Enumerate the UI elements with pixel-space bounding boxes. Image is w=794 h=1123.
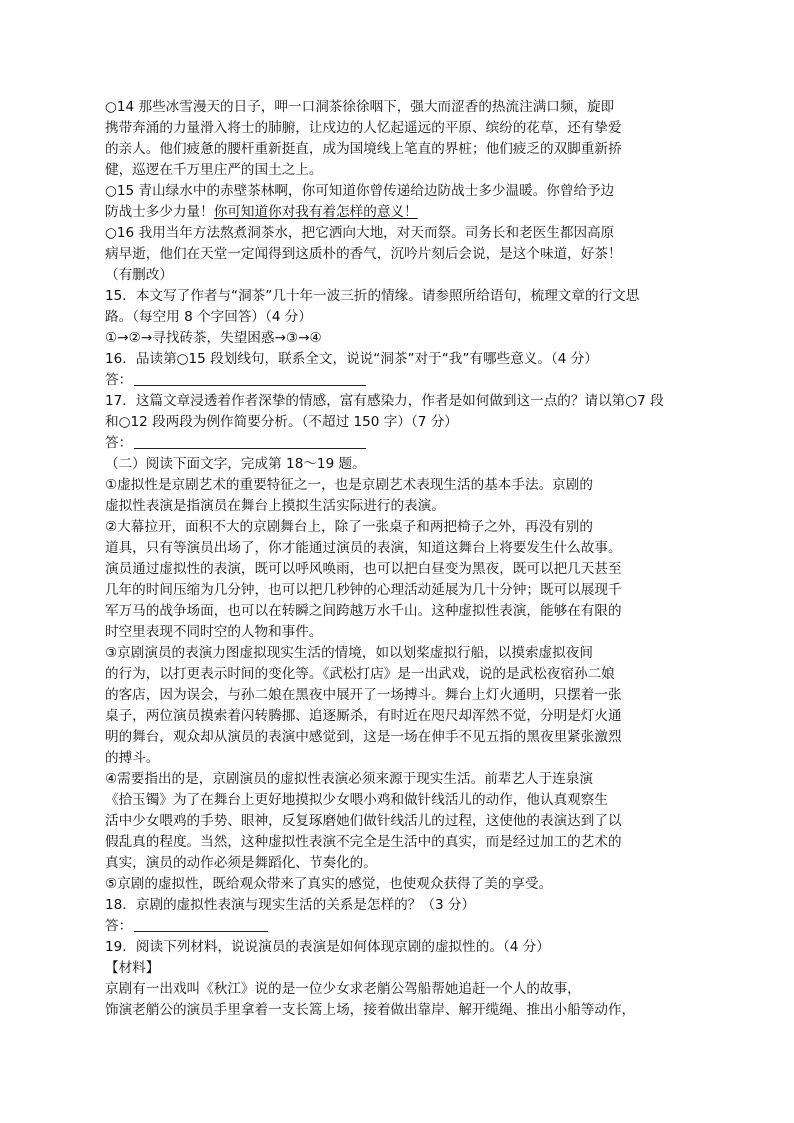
paragraph-15-line-2 xyxy=(105,202,418,223)
paragraph-15-text: 防战士多少力量！ xyxy=(105,204,214,220)
paragraph-16-line-1: ○16 我用当年方法熬煮洞茶水，把它洒向大地，对天而祭。司务长和老医生都因高原 xyxy=(105,225,615,241)
passage-para-2-line-4: 几年的时间压缩为几分钟，也可以把几秒钟的心理活动延展为几十分钟；既可以展现千 xyxy=(105,582,622,598)
answer-18-label: 答： xyxy=(105,918,133,934)
question-18: 18．京剧的虚拟性表演与现实生活的关系是怎样的？（3 分） xyxy=(105,897,476,913)
passage-para-3-line-1: ③京剧演员的表演力图虚拟现实生活的情境，如以划桨虚拟行船，以摸索虚拟夜间 xyxy=(105,645,593,661)
question-15-line-2: 路。（每空用 8 个字回答）（4 分） xyxy=(105,309,312,325)
passage-para-3-line-4: 桌子，两位演员摸索着闪转腾挪、追逐厮杀，有时近在咫尺却浑然不觉，分明是灯火通 xyxy=(105,708,622,724)
passage-para-4-line-4: 假乱真的程度。当然，这种虚拟性表演不完全是生活中的真实，而是经过加工的艺术的 xyxy=(105,834,622,850)
passage-para-1-line-1: ①虚拟性是京剧艺术的重要特征之一，也是京剧艺术表现生活的基本手法。京剧的 xyxy=(105,477,593,493)
abridged-note: （有删改） xyxy=(105,267,173,283)
material-line-1: 京剧有一出戏叫《秋江》说的是一位少女求老艄公驾船帮她追赶一个人的故事， xyxy=(105,981,581,997)
passage-para-4-line-3: 活中少女喂鸡的手势、眼神，反复琢磨她们做针线活儿的过程，这使他的表演达到了以 xyxy=(105,813,622,829)
material-line-2: 饰演老艄公的演员手里拿着一支长篙上场，接着做出靠岸、解开缆绳、推出小船等动作， xyxy=(105,1002,636,1018)
passage-para-4-line-2: 《拾玉镯》为了在舞台上更好地摸拟少女喂小鸡和做针线活儿的动作，他认真观察生 xyxy=(105,792,608,808)
answer-18-blank[interactable] xyxy=(134,931,268,932)
question-19: 19．阅读下列材料，说说演员的表演是如何体现京剧的虚拟性的。（4 分） xyxy=(105,939,550,955)
passage-para-4-line-5: 真实，演员的动作必须是舞蹈化、节奏化的。 xyxy=(105,855,377,871)
material-heading: 【材料】 xyxy=(105,960,160,976)
passage-para-3-line-3: 的客店，因为误会，与孙二娘在黑夜中展开了一场搏斗。舞台上灯火通明，只摆着一张 xyxy=(105,687,622,703)
passage-para-2-line-5: 军万马的战争场面，也可以在转瞬之间跨越万水千山。这种虚拟性表演，能够在有限的 xyxy=(105,603,622,619)
paragraph-16-line-2: 病早逝，他们在天堂一定闻得到这质朴的香气，沉吟片刻后会说，是这个味道，好茶！ xyxy=(105,246,622,262)
underlined-sentence: 你可知道你对我有着怎样的意义！ xyxy=(213,204,418,220)
question-17-line-1: 17．这篇文章浸透着作者深挚的情感，富有感染力，作者是如何做到这一点的？请以第○7 段 xyxy=(105,393,664,409)
paragraph-15-line-1: ○15 青山绿水中的赤壁茶林啊，你可知道你曾传递给边防战士多少温暖。你曾给予边 xyxy=(105,183,615,199)
paragraph-14-line-4: 健，巡逻在千万里庄严的国土之上。 xyxy=(105,162,323,178)
passage-para-3-line-6: 的搏斗。 xyxy=(105,750,160,766)
paragraph-14-line-2: 携带奔涌的力量滑入将士的肺腑，让戍边的人忆起遥远的平原、缤纷的花草，还有挚爱 xyxy=(105,120,622,136)
passage-para-5: ⑤京剧的虚拟性，既给观众带来了真实的感觉，也使观众获得了美的享受。 xyxy=(105,876,553,892)
question-16: 16．品读第○15 段划线句，联系全文，说说“洞茶”对于“我”有哪些意义。（4 分） xyxy=(105,351,598,367)
answer-17-label: 答： xyxy=(105,435,133,451)
passage-para-2-line-3: 演员通过虚拟性的表演，既可以呼风唤雨，也可以把白昼变为黑夜，既可以把几天甚至 xyxy=(105,561,622,577)
passage-para-4-line-1: ④需要指出的是，京剧演员的虚拟性表演必须来源于现实生活。前辈艺人于连泉演 xyxy=(105,771,593,787)
passage-para-3-line-5: 明的舞台，观众却从演员的表演中感觉到，这是一场在伸手不见五指的黑夜里紧张激烈 xyxy=(105,729,622,745)
passage-para-2-line-6: 时空里表现不同时空的人物和事件。 xyxy=(105,624,323,640)
paragraph-14-line-1: ○14 那些冰雪漫天的日子，呷一口洞茶徐徐咽下，强大而涩香的热流注满口频，旋即 xyxy=(105,99,615,115)
passage-para-2-line-1: ②大幕拉开，面积不大的京剧舞台上，除了一张桌子和两把椅子之外，再没有别的 xyxy=(105,519,593,535)
answer-16-label: 答： xyxy=(105,372,133,388)
section-2-heading: （二）阅读下面文字，完成第 18～19 题。 xyxy=(105,456,366,472)
answer-17-blank[interactable] xyxy=(134,448,366,449)
paragraph-14-line-3: 的亲人。他们疲惫的腰杆重新挺直，成为国境线上笔直的界桩；他们疲乏的双脚重新挢 xyxy=(105,141,622,157)
passage-para-3-line-2: 的行为，以打更表示时间的变化等。《武松打店》是一出武戏，说的是武松夜宿孙二娘 xyxy=(105,666,615,682)
answer-16-blank[interactable] xyxy=(134,385,366,386)
passage-para-1-line-2: 虚拟性表演是指演员在舞台上摸拟生活实际进行的表演。 xyxy=(105,498,445,514)
passage-para-2-line-2: 道具，只有等演员出场了，你才能通过演员的表演，知道这舞台上将要发生什么故事。 xyxy=(105,540,622,556)
question-15-flow: ①→②→寻找砖茶，失望困惑→③→④ xyxy=(105,330,322,346)
question-15-line-1: 15．本文写了作者与“洞茶”几十年一波三折的情缘。请参照所给语句，梳理文章的行文思 xyxy=(105,288,640,304)
question-17-line-2: 和○12 段两段为例作简要分析。（不超过 150 字）（7 分） xyxy=(105,414,458,430)
